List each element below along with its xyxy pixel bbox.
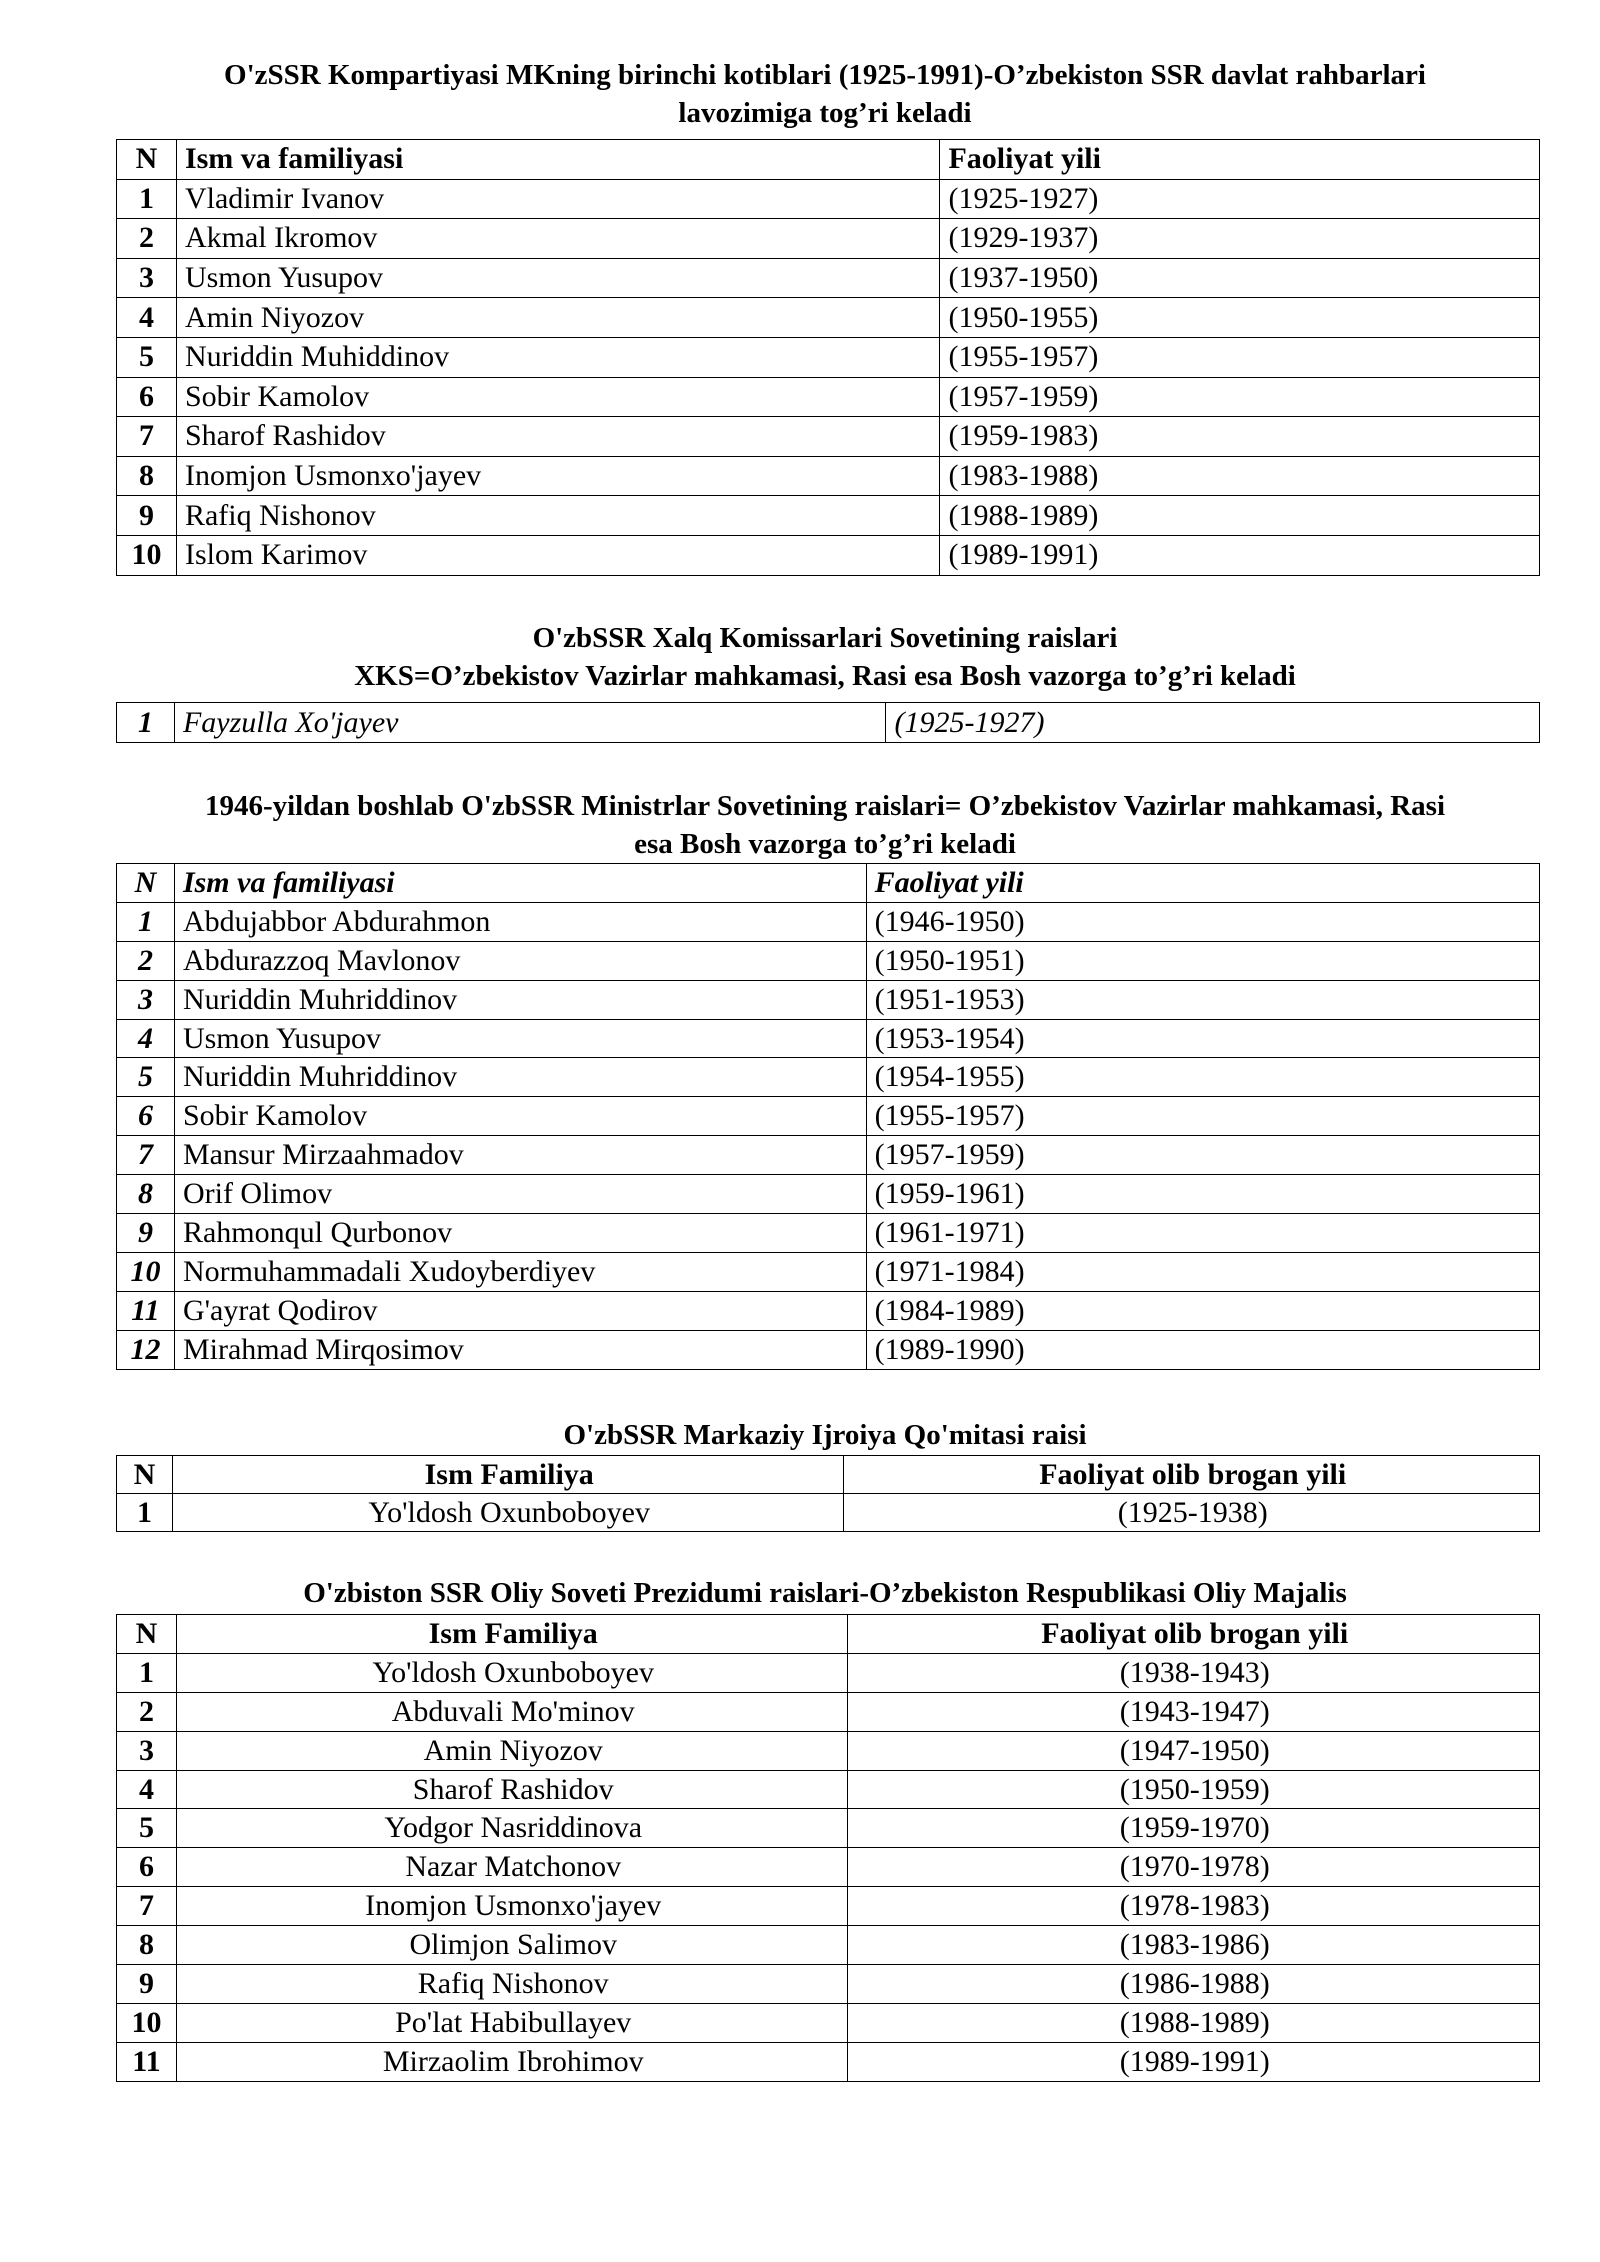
person-name: Nuriddin Muhriddinov xyxy=(174,1058,866,1097)
row-number: 2 xyxy=(117,941,175,980)
table-row xyxy=(117,1965,1540,2004)
header-row xyxy=(117,864,1540,903)
section1-title xyxy=(110,56,1540,132)
row-number: 6 xyxy=(117,1848,177,1887)
row-number: 7 xyxy=(117,417,177,457)
header-n: N xyxy=(117,1456,173,1494)
years-cell: (1947-1950) xyxy=(848,1731,1540,1770)
row-number: 11 xyxy=(117,2042,177,2081)
row-number: 9 xyxy=(117,496,177,536)
person-name: Rahmonqul Qurbonov xyxy=(174,1214,866,1253)
table-row xyxy=(117,1731,1540,1770)
table-row xyxy=(117,1692,1540,1731)
person-name: Amin Niyozov xyxy=(176,1731,848,1770)
person-name: Inomjon Usmonxo'jayev xyxy=(176,456,940,496)
table-row xyxy=(117,377,1540,417)
row-number: 9 xyxy=(117,1965,177,2004)
header-years: Faoliyat olib brogan yili xyxy=(848,1615,1540,1654)
row-number: 4 xyxy=(117,1770,177,1809)
person-name: Yo'ldosh Oxunboboyev xyxy=(172,1494,844,1532)
person-name: Abdurazzoq Mavlonov xyxy=(174,941,866,980)
central-executive-committee-table xyxy=(116,1455,1540,1532)
table-row xyxy=(117,1214,1540,1253)
person-name: Yodgor Nasriddinova xyxy=(176,1809,848,1848)
table-row xyxy=(117,703,1540,743)
person-name: Rafiq Nishonov xyxy=(176,1965,848,2004)
person-name: Sobir Kamolov xyxy=(174,1097,866,1136)
person-name: Abdujabbor Abdurahmon xyxy=(174,902,866,941)
table-row xyxy=(117,1330,1540,1369)
section2-title-line1: O'zbSSR Xalq Komissarlari Sovetining raislari xyxy=(532,622,1118,654)
years-cell: (1971-1984) xyxy=(866,1252,1539,1291)
years-cell: (1955-1957) xyxy=(940,337,1540,377)
table-row xyxy=(117,535,1540,575)
header-row xyxy=(117,1615,1540,1654)
row-number: 5 xyxy=(117,1809,177,1848)
header-name: Ism va familiyasi xyxy=(176,140,940,180)
section4-title-text: O'zbSSR Markaziy Ijroiya Qo'mitasi raisi xyxy=(563,1419,1087,1451)
years-cell: (1954-1955) xyxy=(866,1058,1539,1097)
years-cell: (1970-1978) xyxy=(848,1848,1540,1887)
table-row xyxy=(117,902,1540,941)
row-number: 8 xyxy=(117,456,177,496)
table-row xyxy=(117,456,1540,496)
section3-title-line2: esa Bosh vazorga to’g’ri keladi xyxy=(634,828,1016,860)
years-cell: (1978-1983) xyxy=(848,1887,1540,1926)
row-number: 6 xyxy=(117,377,177,417)
first-secretaries-table xyxy=(116,139,1540,576)
table-row xyxy=(117,219,1540,259)
row-number: 1 xyxy=(117,902,175,941)
table-row xyxy=(117,258,1540,298)
person-name: Nuriddin Muhiddinov xyxy=(176,337,940,377)
years-cell: (1989-1991) xyxy=(848,2042,1540,2081)
section1-title-line1: O'zSSR Kompartiyasi MKning birinchi kotiblari (1925-1991)-O’zbekiston SSR davlat rahbarlari xyxy=(224,59,1426,91)
person-name: Normuhammadali Xudoyberdiyev xyxy=(174,1252,866,1291)
person-name: Rafiq Nishonov xyxy=(176,496,940,536)
table-row xyxy=(117,1019,1540,1058)
years-cell: (1983-1986) xyxy=(848,1926,1540,1965)
header-n: N xyxy=(117,140,177,180)
header-row xyxy=(117,1456,1540,1494)
years-cell: (1983-1988) xyxy=(940,456,1540,496)
years-cell: (1986-1988) xyxy=(848,1965,1540,2004)
people-commissars-table xyxy=(116,702,1540,743)
years-cell: (1955-1957) xyxy=(866,1097,1539,1136)
section2-title-line2: XKS=O’zbekistov Vazirlar mahkamasi, Rasi esa Bosh vazorga to’g’ri keladi xyxy=(354,660,1296,692)
row-number: 8 xyxy=(117,1926,177,1965)
table-row xyxy=(117,1136,1540,1175)
person-name: G'ayrat Qodirov xyxy=(174,1291,866,1330)
person-name: Abduvali Mo'minov xyxy=(176,1692,848,1731)
person-name: Mirzaolim Ibrohimov xyxy=(176,2042,848,2081)
table-row xyxy=(117,980,1540,1019)
council-of-ministers-table xyxy=(116,863,1540,1370)
row-number: 3 xyxy=(117,980,175,1019)
years-cell: (1946-1950) xyxy=(866,902,1539,941)
row-number: 4 xyxy=(117,1019,175,1058)
person-name: Olimjon Salimov xyxy=(176,1926,848,1965)
section3-title-line1: 1946-yildan boshlab O'zbSSR Ministrlar Sovetining raislari= O’zbekistov Vazirlar mahkamasi, Rasi xyxy=(204,790,1446,822)
table-row xyxy=(117,1291,1540,1330)
table-row xyxy=(117,1848,1540,1887)
table-row xyxy=(117,1770,1540,1809)
person-name: Po'lat Habibullayev xyxy=(176,2003,848,2042)
table-row xyxy=(117,298,1540,338)
years-cell: (1950-1951) xyxy=(866,941,1539,980)
header-n: N xyxy=(117,864,175,903)
person-name: Inomjon Usmonxo'jayev xyxy=(176,1887,848,1926)
person-name: Usmon Yusupov xyxy=(174,1019,866,1058)
row-number: 1 xyxy=(117,1494,173,1532)
section3-title xyxy=(110,787,1540,863)
person-name: Sobir Kamolov xyxy=(176,377,940,417)
table-row xyxy=(117,941,1540,980)
years-cell: (1938-1943) xyxy=(848,1653,1540,1692)
table-row xyxy=(117,337,1540,377)
header-years: Faoliyat olib brogan yili xyxy=(844,1456,1540,1494)
row-number: 2 xyxy=(117,219,177,259)
header-name: Ism Familiya xyxy=(176,1615,848,1654)
section2-title xyxy=(110,619,1540,695)
section1-title-line2: lavozimiga tog’ri keladi xyxy=(678,97,972,129)
row-number: 10 xyxy=(117,535,177,575)
table-row xyxy=(117,496,1540,536)
years-cell: (1925-1938) xyxy=(844,1494,1540,1532)
section5-title-text: O'zbiston SSR Oliy Soveti Prezidumi raislari-O’zbekiston Respublikasi Oliy Majalis xyxy=(303,1577,1347,1609)
row-number: 1 xyxy=(117,1653,177,1692)
person-name: Mirahmad Mirqosimov xyxy=(174,1330,866,1369)
years-cell: (1959-1961) xyxy=(866,1175,1539,1214)
years-cell: (1988-1989) xyxy=(848,2003,1540,2042)
row-number: 9 xyxy=(117,1214,175,1253)
table-row xyxy=(117,1653,1540,1692)
person-name: Akmal Ikromov xyxy=(176,219,940,259)
supreme-soviet-presidium-table xyxy=(116,1614,1540,2082)
table-row xyxy=(117,1175,1540,1214)
years-cell: (1950-1955) xyxy=(940,298,1540,338)
row-number: 5 xyxy=(117,1058,175,1097)
table-row xyxy=(117,2003,1540,2042)
person-name: Islom Karimov xyxy=(176,535,940,575)
section4-title xyxy=(110,1416,1540,1454)
years-cell: (1951-1953) xyxy=(866,980,1539,1019)
row-number: 1 xyxy=(117,179,177,219)
row-number: 7 xyxy=(117,1136,175,1175)
person-name: Amin Niyozov xyxy=(176,298,940,338)
years-cell: (1957-1959) xyxy=(866,1136,1539,1175)
table-row xyxy=(117,1887,1540,1926)
years-cell: (1925-1927) xyxy=(886,703,1540,743)
person-name: Sharof Rashidov xyxy=(176,1770,848,1809)
header-years: Faoliyat yili xyxy=(940,140,1540,180)
row-number: 10 xyxy=(117,2003,177,2042)
table-row xyxy=(117,2042,1540,2081)
years-cell: (1989-1991) xyxy=(940,535,1540,575)
years-cell: (1953-1954) xyxy=(866,1019,1539,1058)
years-cell: (1989-1990) xyxy=(866,1330,1539,1369)
years-cell: (1957-1959) xyxy=(940,377,1540,417)
row-number: 10 xyxy=(117,1252,175,1291)
years-cell: (1943-1947) xyxy=(848,1692,1540,1731)
row-number: 2 xyxy=(117,1692,177,1731)
row-number: 7 xyxy=(117,1887,177,1926)
person-name: Yo'ldosh Oxunboboyev xyxy=(176,1653,848,1692)
row-number: 4 xyxy=(117,298,177,338)
table-row xyxy=(117,179,1540,219)
section5-title xyxy=(110,1574,1540,1612)
person-name: Sharof Rashidov xyxy=(176,417,940,457)
person-name: Orif Olimov xyxy=(174,1175,866,1214)
header-years: Faoliyat yili xyxy=(866,864,1539,903)
table-row xyxy=(117,1058,1540,1097)
row-number: 3 xyxy=(117,258,177,298)
years-cell: (1959-1970) xyxy=(848,1809,1540,1848)
row-number: 6 xyxy=(117,1097,175,1136)
years-cell: (1961-1971) xyxy=(866,1214,1539,1253)
person-name: Vladimir Ivanov xyxy=(176,179,940,219)
person-name: Fayzulla Xo'jayev xyxy=(174,703,886,743)
row-number: 5 xyxy=(117,337,177,377)
years-cell: (1929-1937) xyxy=(940,219,1540,259)
years-cell: (1988-1989) xyxy=(940,496,1540,536)
years-cell: (1950-1959) xyxy=(848,1770,1540,1809)
person-name: Mansur Mirzaahmadov xyxy=(174,1136,866,1175)
table-row xyxy=(117,1494,1540,1532)
years-cell: (1937-1950) xyxy=(940,258,1540,298)
table-row xyxy=(117,1809,1540,1848)
header-n: N xyxy=(117,1615,177,1654)
years-cell: (1984-1989) xyxy=(866,1291,1539,1330)
row-number: 8 xyxy=(117,1175,175,1214)
header-name: Ism va familiyasi xyxy=(174,864,866,903)
person-name: Nuriddin Muhriddinov xyxy=(174,980,866,1019)
person-name: Nazar Matchonov xyxy=(176,1848,848,1887)
years-cell: (1959-1983) xyxy=(940,417,1540,457)
table-row xyxy=(117,1252,1540,1291)
row-number: 12 xyxy=(117,1330,175,1369)
table-row xyxy=(117,1097,1540,1136)
row-number: 11 xyxy=(117,1291,175,1330)
header-row xyxy=(117,140,1540,180)
table-row xyxy=(117,417,1540,457)
years-cell: (1925-1927) xyxy=(940,179,1540,219)
row-number: 1 xyxy=(117,703,175,743)
header-name: Ism Familiya xyxy=(172,1456,844,1494)
table-row xyxy=(117,1926,1540,1965)
row-number: 3 xyxy=(117,1731,177,1770)
person-name: Usmon Yusupov xyxy=(176,258,940,298)
